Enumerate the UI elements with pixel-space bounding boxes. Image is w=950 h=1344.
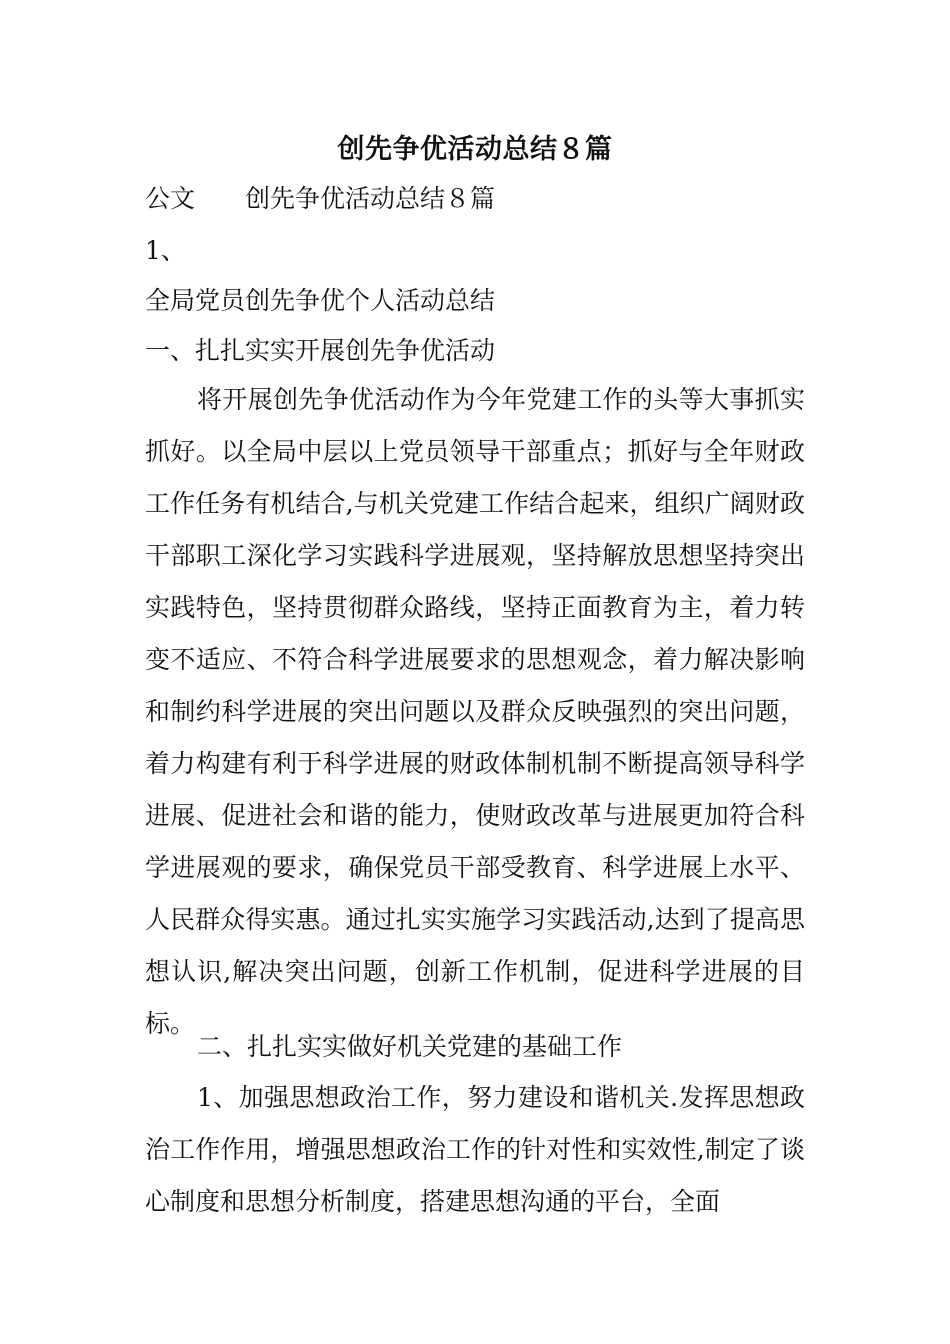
section2-heading: 二、扎扎实实做好机关党建的基础工作 [197, 1032, 623, 1061]
main-heading: 全局党员创先争优个人活动总结 [145, 286, 496, 315]
item-number: 1、 [145, 236, 186, 265]
section1-heading: 一、扎扎实实开展创先争优活动 [145, 336, 496, 365]
meta-doc-title: 创先争优活动总结８篇 [245, 184, 496, 213]
section2-paragraph: 1、加强思想政治工作，努力建设和谐机关.发挥思想政治工作作用，增强思想政治工作的针对性和实效性,制定了谈心制度和思想分析制度，搭建思想沟通的平台，全面 [145, 1083, 805, 1216]
meta-category: 公文 [145, 184, 196, 213]
document-meta-row [145, 179, 495, 219]
section1-paragraph: 将开展创先争优活动作为今年党建工作的头等大事抓实抓好。以全局中层以上党员领导干部重点；抓好与全年财政工作任务有机结合,与机关党建工作结合起来，组织广阔财政干部职工深化学习实践科学进展观，坚持解放思想坚持突出实践特色，坚持贯彻群众路线，坚持正面教育为主，着力转变不适应、不符合科学进展要求的思想观念，着力解决影响和制约科学进展的突出问题以及群众反映强烈的突出问题，着力构建有利于科学进展的财政体制机制不断提高领导科学进展、促进社会和谐的能力，使财政改革与进展更加符合科学进展观的要求，确保党员干部受教育、科学进展上水平、人民群众得实惠。通过扎实实施学习实践活动,达到了提高思想认识,解决突出问题，创新工作机制，促进科学进展的目标。 [145, 385, 805, 1038]
document-title: 创先争优活动总结８篇 [337, 134, 613, 165]
